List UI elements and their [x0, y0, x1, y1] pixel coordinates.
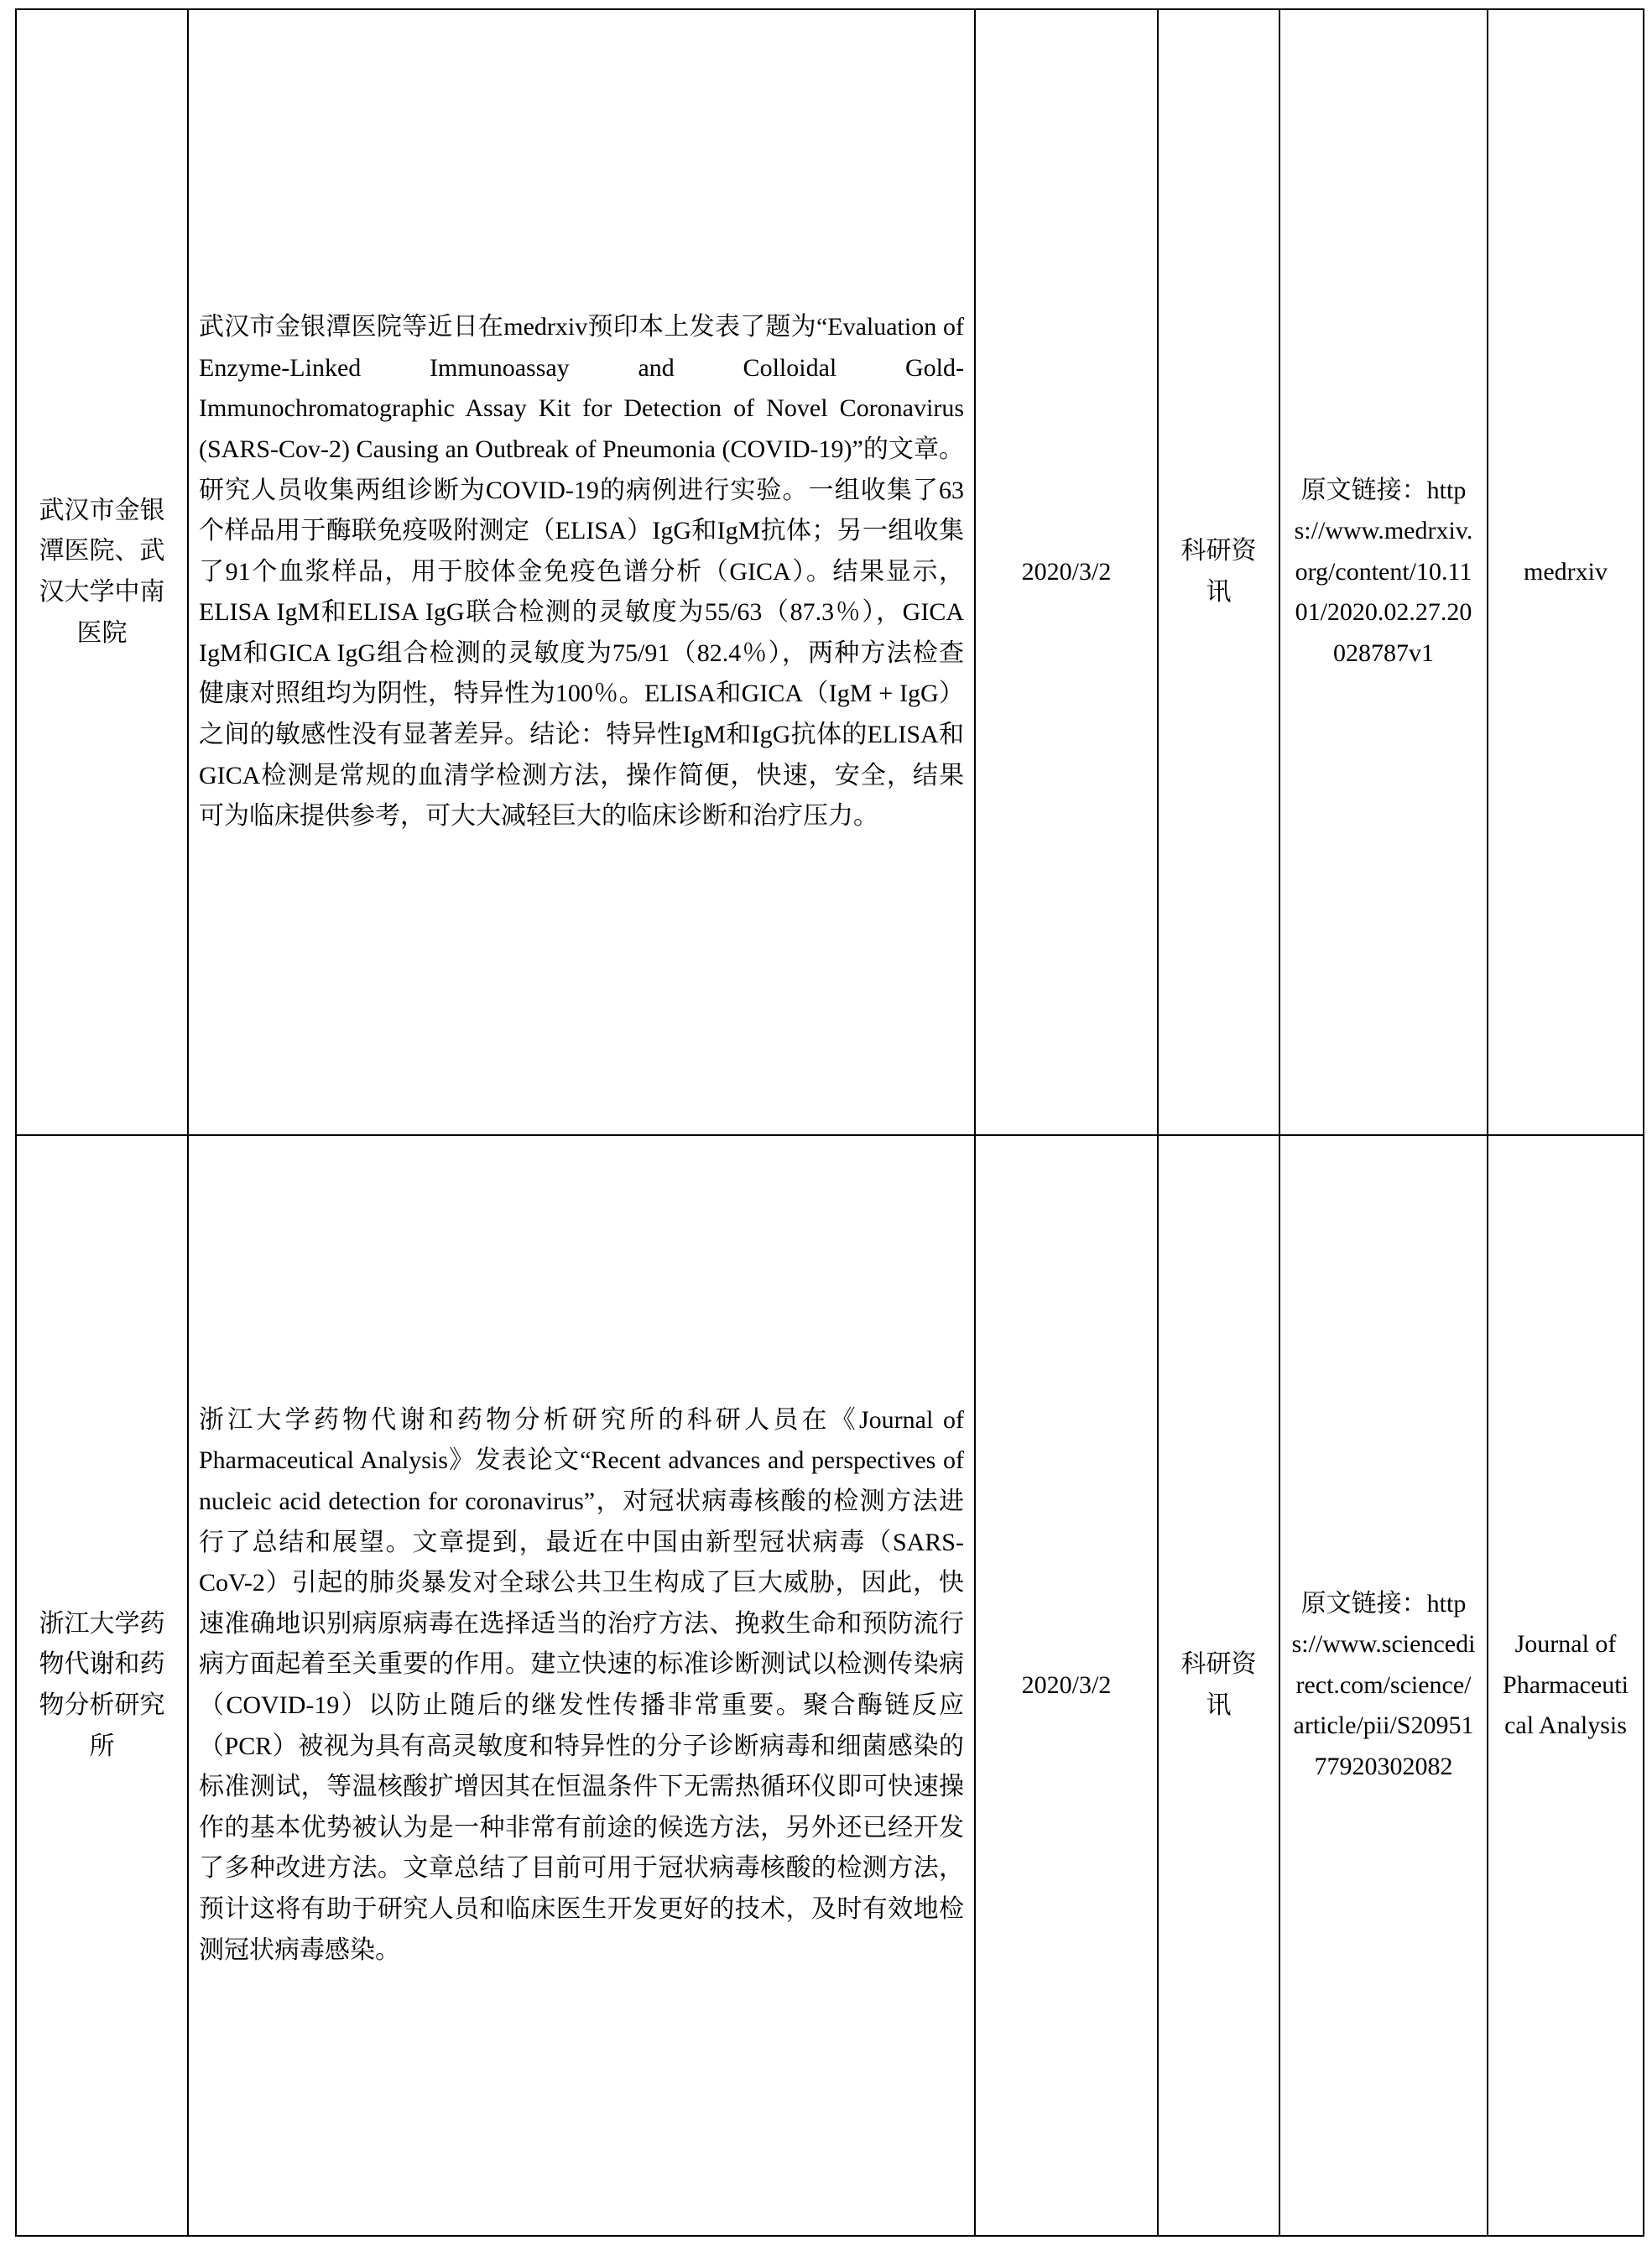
research-news-table [15, 8, 1644, 2237]
cell-link[interactable]: 原文链接：https://www.sciencedirect.com/science/article/pii/S2095177920302082 [1279, 1135, 1488, 2236]
cell-organization: 浙江大学药物代谢和药物分析研究所 [16, 1135, 188, 2236]
cell-link[interactable]: 原文链接：https://www.medrxiv.org/content/10.1101/2020.02.27.20028787v1 [1279, 9, 1488, 1135]
table-row [16, 1135, 1644, 2236]
table-row [16, 9, 1644, 1135]
cell-date: 2020/3/2 [975, 1135, 1158, 2236]
cell-organization: 武汉市金银潭医院、武汉大学中南医院 [16, 9, 188, 1135]
cell-content: 浙江大学药物代谢和药物分析研究所的科研人员在《Journal of Pharmaceutical Analysis》发表论文“Recent advances and perspectives of nucleic acid detection for coronavirus”，对冠状病毒核酸的检测方法进行了总结和展望。文章提到，最近在中国由新型冠状病毒（SARS-CoV-2）引起的肺炎暴发对全球公共卫生构成了巨大威胁，因此，快速准确地识别病原病毒在选择适当的治疗方法、挽救生命和预防流行病方面起着至关重要的作用。建立快速的标准诊断测试以检测传染病（COVID-19）以防止随后的继发性传播非常重要。聚合酶链反应（PCR）被视为具有高灵敏度和特异性的分子诊断病毒和细菌感染的标准测试，等温核酸扩增因其在恒温条件下无需热循环仪即可快速操作的基本优势被认为是一种非常有前途的候选方法，另外还已经开发了多种改进方法。文章总结了目前可用于冠状病毒核酸的检测方法，预计这将有助于研究人员和临床医生开发更好的技术，及时有效地检测冠状病毒感染。 [188, 1135, 975, 2236]
cell-source: medrxiv [1488, 9, 1644, 1135]
cell-category: 科研资讯 [1158, 9, 1279, 1135]
cell-source: Journal of Pharmaceutical Analysis [1488, 1135, 1644, 2236]
cell-category: 科研资讯 [1158, 1135, 1279, 2236]
cell-content: 武汉市金银潭医院等近日在medrxiv预印本上发表了题为“Evaluation of Enzyme-Linked Immunoassay and Colloidal Gold-Immunochromatographic Assay Kit for Detection of Novel Coronavirus (SARS-Cov-2) Causing an Outbreak of Pneumonia (COVID-19)”的文章。研究人员收集两组诊断为COVID-19的病例进行实验。一组收集了63个样品用于酶联免疫吸附测定（ELISA）IgG和IgM抗体；另一组收集了91个血浆样品，用于胶体金免疫色谱分析（GICA）。结果显示，ELISA IgM和ELISA IgG联合检测的灵敏度为55/63（87.3％），GICA IgM和GICA IgG组合检测的灵敏度为75/91（82.4％），两种方法检查健康对照组均为阴性，特异性为100％。ELISA和GICA（IgM + IgG）之间的敏感性没有显著差异。结论：特异性IgM和IgG抗体的ELISA和GICA检测是常规的血清学检测方法，操作简便，快速，安全，结果可为临床提供参考，可大大减轻巨大的临床诊断和治疗压力。 [188, 9, 975, 1135]
cell-date: 2020/3/2 [975, 9, 1158, 1135]
